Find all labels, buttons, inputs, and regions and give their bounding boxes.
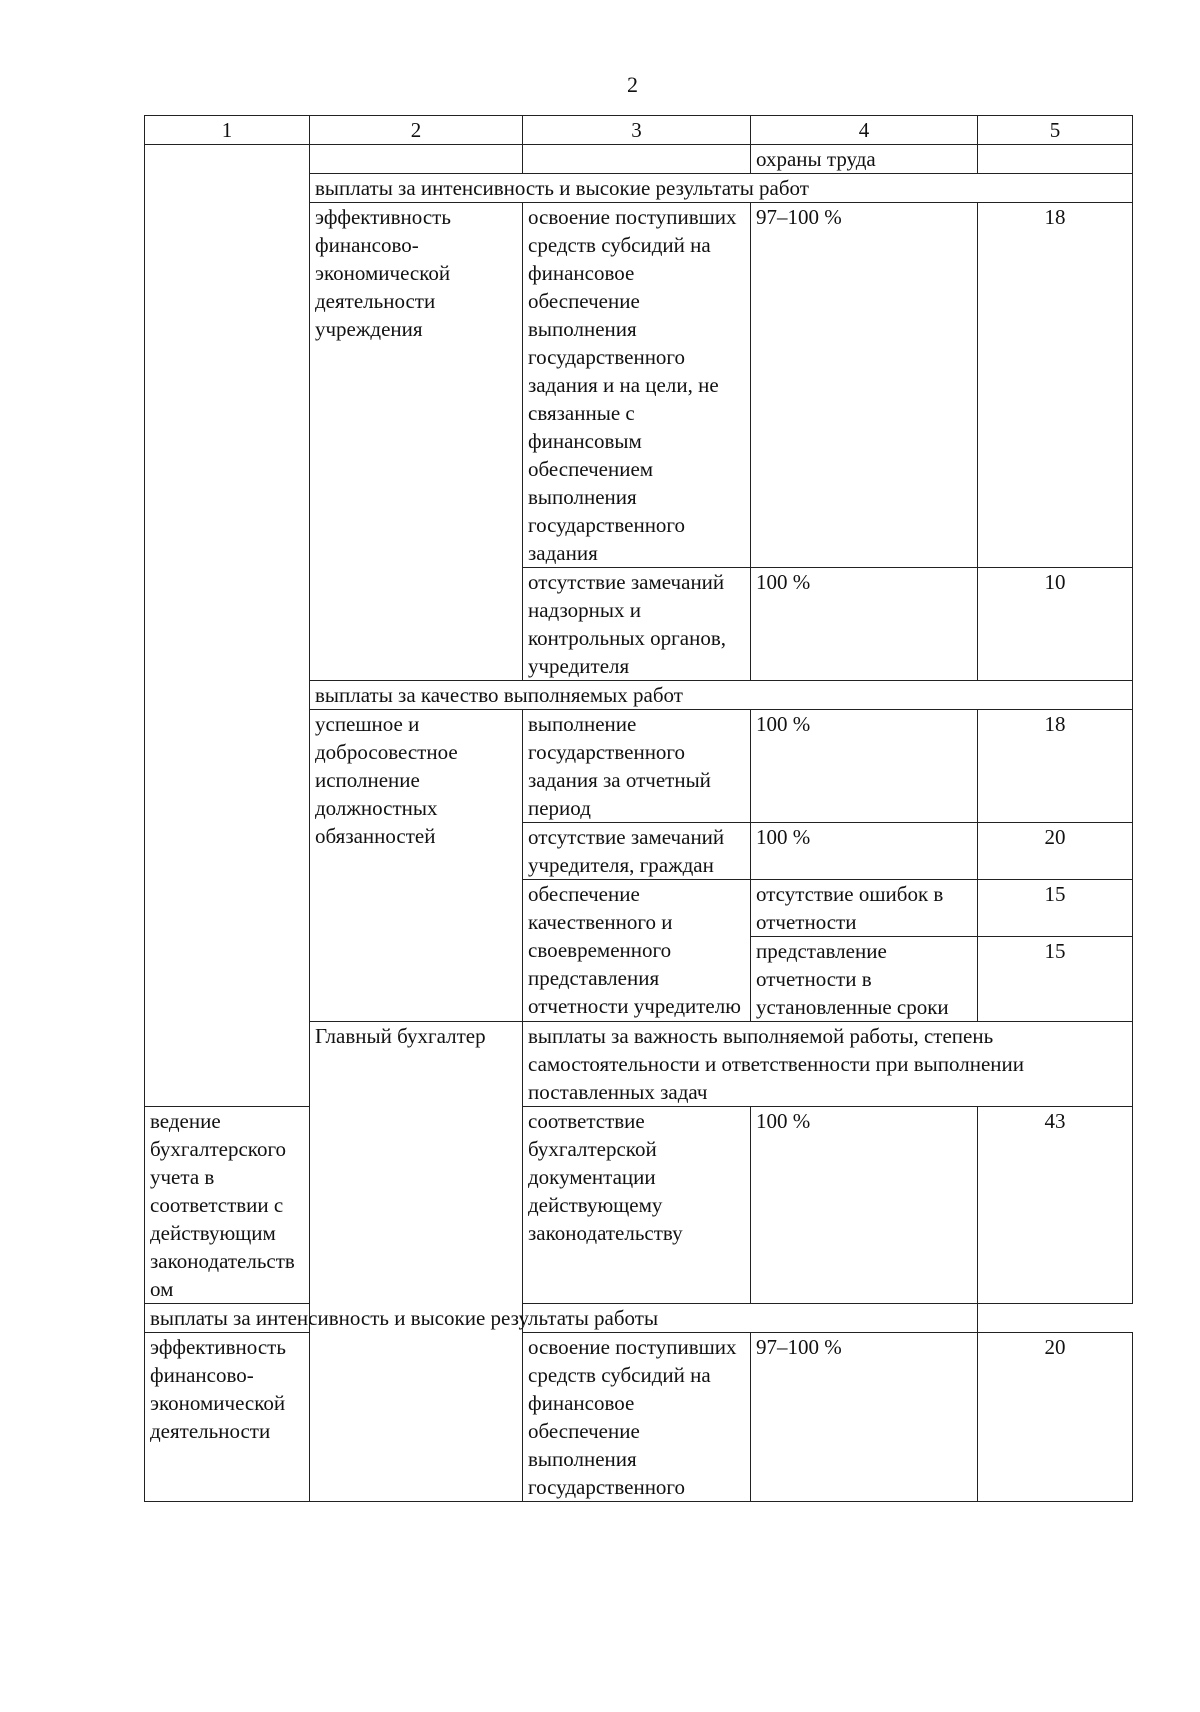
amount-cell: 20 <box>978 1333 1133 1502</box>
header-row <box>145 116 1133 145</box>
section-title: выплаты за интенсивность и высокие результаты работы <box>145 1304 978 1333</box>
amount-cell: 15 <box>978 880 1133 937</box>
table-row <box>145 1107 1133 1304</box>
condition-cell: освоение поступивших средств субсидий на финансовое обеспечение выполнения государственного <box>523 1333 751 1502</box>
column-header-3: 3 <box>523 116 751 145</box>
section-title: выплаты за интенсивность и высокие результаты работ <box>310 174 1133 203</box>
amount-cell: 18 <box>978 710 1133 823</box>
amount-cell: 20 <box>978 823 1133 880</box>
condition-cell: обеспечение качественного и своевременного представления отчетности учредителю <box>523 880 751 1022</box>
criterion-cell: эффективность финансово-экономической деятельности учреждения <box>310 203 523 681</box>
indicator-cell: 100 % <box>751 823 978 880</box>
condition-cell: отсутствие замечаний надзорных и контрольных органов, учредителя <box>523 568 751 681</box>
amount-cell: 10 <box>978 568 1133 681</box>
section-title: выплаты за качество выполняемых работ <box>310 681 1133 710</box>
table-cell <box>978 145 1133 174</box>
table-row <box>145 1333 1133 1502</box>
page-number: 2 <box>627 72 638 97</box>
section-row <box>145 1304 1133 1333</box>
criterion-cell: успешное и добросовестное исполнение должностных обязанностей <box>310 710 523 1022</box>
criteria-table <box>144 115 1133 1502</box>
column-header-4: 4 <box>751 116 978 145</box>
condition-cell: выполнение государственного задания за отчетный период <box>523 710 751 823</box>
indicator-cell: отсутствие ошибок в отчетности <box>751 880 978 937</box>
indicator-cell: 100 % <box>751 568 978 681</box>
indicator-cell: 97–100 % <box>751 203 978 568</box>
column-header-1: 1 <box>145 116 310 145</box>
amount-cell: 43 <box>978 1107 1133 1304</box>
amount-cell: 18 <box>978 203 1133 568</box>
criterion-cell: ведение бухгалтерского учета в соответствии с действующим законодательством <box>145 1107 310 1304</box>
indicator-cell: 97–100 % <box>751 1333 978 1502</box>
table-cell <box>523 145 751 174</box>
indicator-cell: представление отчетности в установленные сроки <box>751 937 978 1022</box>
criterion-cell: эффективность финансово-экономической деятельности <box>145 1333 310 1502</box>
table-cell <box>310 145 523 174</box>
indicator-cell: 100 % <box>751 1107 978 1304</box>
condition-cell: отсутствие замечаний учредителя, граждан <box>523 823 751 880</box>
column-header-5: 5 <box>978 116 1133 145</box>
table-cell: охраны труда <box>751 145 978 174</box>
condition-cell: освоение поступивших средств субсидий на финансовое обеспечение выполнения государственного задания и на цели, не связанные с финансовым обеспечением выполнения государственного задания <box>523 203 751 568</box>
table-row <box>145 145 1133 174</box>
section-title: выплаты за важность выполняемой работы, степень самостоятельности и ответственности при выполнении поставленных задач <box>523 1022 1133 1107</box>
indicator-cell: 100 % <box>751 710 978 823</box>
column-header-2: 2 <box>310 116 523 145</box>
position-cell: Главный бухгалтер <box>310 1022 523 1502</box>
position-cell-empty <box>145 145 310 1107</box>
amount-cell: 15 <box>978 937 1133 1022</box>
condition-cell: соответствие бухгалтерской документации действующему законодательству <box>523 1107 751 1304</box>
